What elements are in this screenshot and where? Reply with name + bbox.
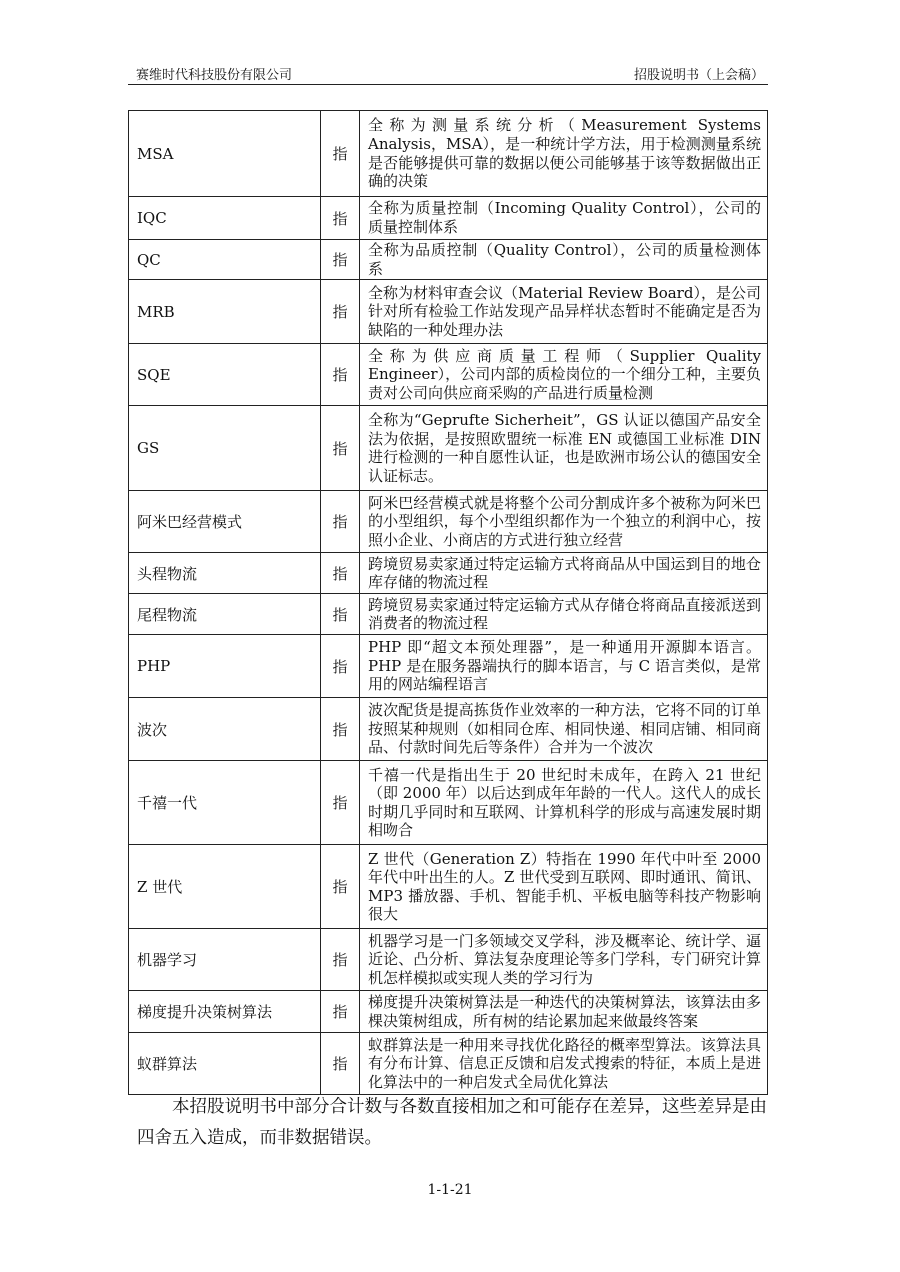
definition-cell: 全称为供应商质量工程师（Supplier Quality Engineer），公司内部的质检岗位的一个细分工种，主要负责对公司向供应商采购的产品进行质量检测 — [360, 344, 768, 406]
zhi-cell: 指 — [321, 344, 360, 406]
zhi-cell: 指 — [321, 553, 360, 594]
page-header — [128, 62, 768, 82]
term-cell: 尾程物流 — [129, 594, 321, 635]
definition-cell: 机器学习是一门多领域交叉学科，涉及概率论、统计学、逼近论、凸分析、算法复杂度理论等多门学科，专门研究计算机怎样模拟或实现人类的学习行为 — [360, 929, 768, 991]
definition-cell: 跨境贸易卖家通过特定运输方式将商品从中国运到目的地仓库存储的物流过程 — [360, 553, 768, 594]
zhi-cell: 指 — [321, 635, 360, 698]
page-number: 1-1-21 — [427, 1182, 473, 1198]
term-cell: 阿米巴经营模式 — [129, 491, 321, 553]
table-row — [129, 491, 768, 553]
zhi-cell: 指 — [321, 491, 360, 553]
definition-cell: 跨境贸易卖家通过特定运输方式从存储仓将商品直接派送到消费者的物流过程 — [360, 594, 768, 635]
term-cell: 梯度提升决策树算法 — [129, 991, 321, 1033]
table-row — [129, 991, 768, 1033]
zhi-cell: 指 — [321, 406, 360, 491]
rounding-note: 本招股说明书中部分合计数与各数直接相加之和可能存在差异，这些差异是由四舍五入造成，而非数据错误。 — [137, 1097, 767, 1148]
term-cell: SQE — [129, 344, 321, 406]
term-cell: QC — [129, 240, 321, 280]
zhi-cell: 指 — [321, 594, 360, 635]
table-row — [129, 111, 768, 197]
definition-cell: Z 世代（Generation Z）特指在 1990 年代中叶至 2000 年代中叶出生的人。Z 世代受到互联网、即时通讯、简讯、MP3 播放器、手机、智能手机、平板电脑等科技产物影响很大 — [360, 845, 768, 929]
definition-cell: 全称为质量控制（Incoming Quality Control），公司的质量控制体系 — [360, 197, 768, 240]
definition-cell: 阿米巴经营模式就是将整个公司分割成许多个被称为阿米巴的小型组织，每个小型组织都作为一个独立的利润中心，按照小企业、小商店的方式进行独立经营 — [360, 491, 768, 553]
definition-cell: 全称为测量系统分析（Measurement Systems Analysis，MSA），是一种统计学方法，用于检测测量系统是否能够提供可靠的数据以便公司能够基于该等数据做出正确的决策 — [360, 111, 768, 197]
table-row — [129, 761, 768, 845]
glossary-table — [128, 110, 768, 1095]
term-cell: GS — [129, 406, 321, 491]
definition-cell: 全称为材料审查会议（Material Review Board），是公司针对所有检验工作站发现产品异样状态暂时不能确定是否为缺陷的一种处理办法 — [360, 280, 768, 344]
definition-cell: PHP 即“超文本预处理器”，是一种通用开源脚本语言。PHP 是在服务器端执行的脚本语言，与 C 语言类似，是常用的网站编程语言 — [360, 635, 768, 698]
term-cell: 头程物流 — [129, 553, 321, 594]
table-row — [129, 406, 768, 491]
zhi-cell: 指 — [321, 280, 360, 344]
table-row — [129, 929, 768, 991]
term-cell: 蚁群算法 — [129, 1033, 321, 1095]
table-row — [129, 240, 768, 280]
zhi-cell: 指 — [321, 761, 360, 845]
term-cell: MSA — [129, 111, 321, 197]
table-row — [129, 553, 768, 594]
zhi-cell: 指 — [321, 991, 360, 1033]
table-row — [129, 698, 768, 761]
company-name: 赛维时代科技股份有限公司 — [136, 68, 293, 83]
definition-cell: 全称为品质控制（Quality Control），公司的质量检测体系 — [360, 240, 768, 280]
definition-cell: 蚁群算法是一种用来寻找优化路径的概率型算法。该算法具有分布计算、信息正反馈和启发式搜索的特征，本质上是进化算法中的一种启发式全局优化算法 — [360, 1033, 768, 1095]
term-cell: 千禧一代 — [129, 761, 321, 845]
zhi-cell: 指 — [321, 111, 360, 197]
table-row — [129, 594, 768, 635]
document-title: 招股说明书（上会稿） — [633, 68, 764, 83]
zhi-cell: 指 — [321, 1033, 360, 1095]
definition-cell: 千禧一代是指出生于 20 世纪时未成年，在跨入 21 世纪（即 2000 年）以后达到成年年龄的一代人。这代人的成长时期几乎同时和互联网、计算机科学的形成与高速发展时期相吻合 — [360, 761, 768, 845]
zhi-cell: 指 — [321, 240, 360, 280]
term-cell: MRB — [129, 280, 321, 344]
term-cell: IQC — [129, 197, 321, 240]
definition-cell: 梯度提升决策树算法是一种迭代的决策树算法，该算法由多棵决策树组成，所有树的结论累加起来做最终答案 — [360, 991, 768, 1033]
table-row — [129, 845, 768, 929]
table-row — [129, 197, 768, 240]
zhi-cell: 指 — [321, 698, 360, 761]
term-cell: 波次 — [129, 698, 321, 761]
zhi-cell: 指 — [321, 929, 360, 991]
table-row — [129, 344, 768, 406]
table-row — [129, 1033, 768, 1095]
term-cell: PHP — [129, 635, 321, 698]
term-cell: Z 世代 — [129, 845, 321, 929]
term-cell: 机器学习 — [129, 929, 321, 991]
table-row — [129, 635, 768, 698]
header-rule — [128, 84, 768, 85]
definition-cell: 全称为“Geprufte Sicherheit”，GS 认证以德国产品安全法为依据，是按照欧盟统一标准 EN 或德国工业标准 DIN 进行检测的一种自愿性认证，也是欧洲市场公认的德国安全认证标志。 — [360, 406, 768, 491]
definition-cell: 波次配货是提高拣货作业效率的一种方法，它将不同的订单按照某种规则（如相同仓库、相同快递、相同店铺、相同商品、付款时间先后等条件）合并为一个波次 — [360, 698, 768, 761]
table-row — [129, 280, 768, 344]
zhi-cell: 指 — [321, 197, 360, 240]
zhi-cell: 指 — [321, 845, 360, 929]
